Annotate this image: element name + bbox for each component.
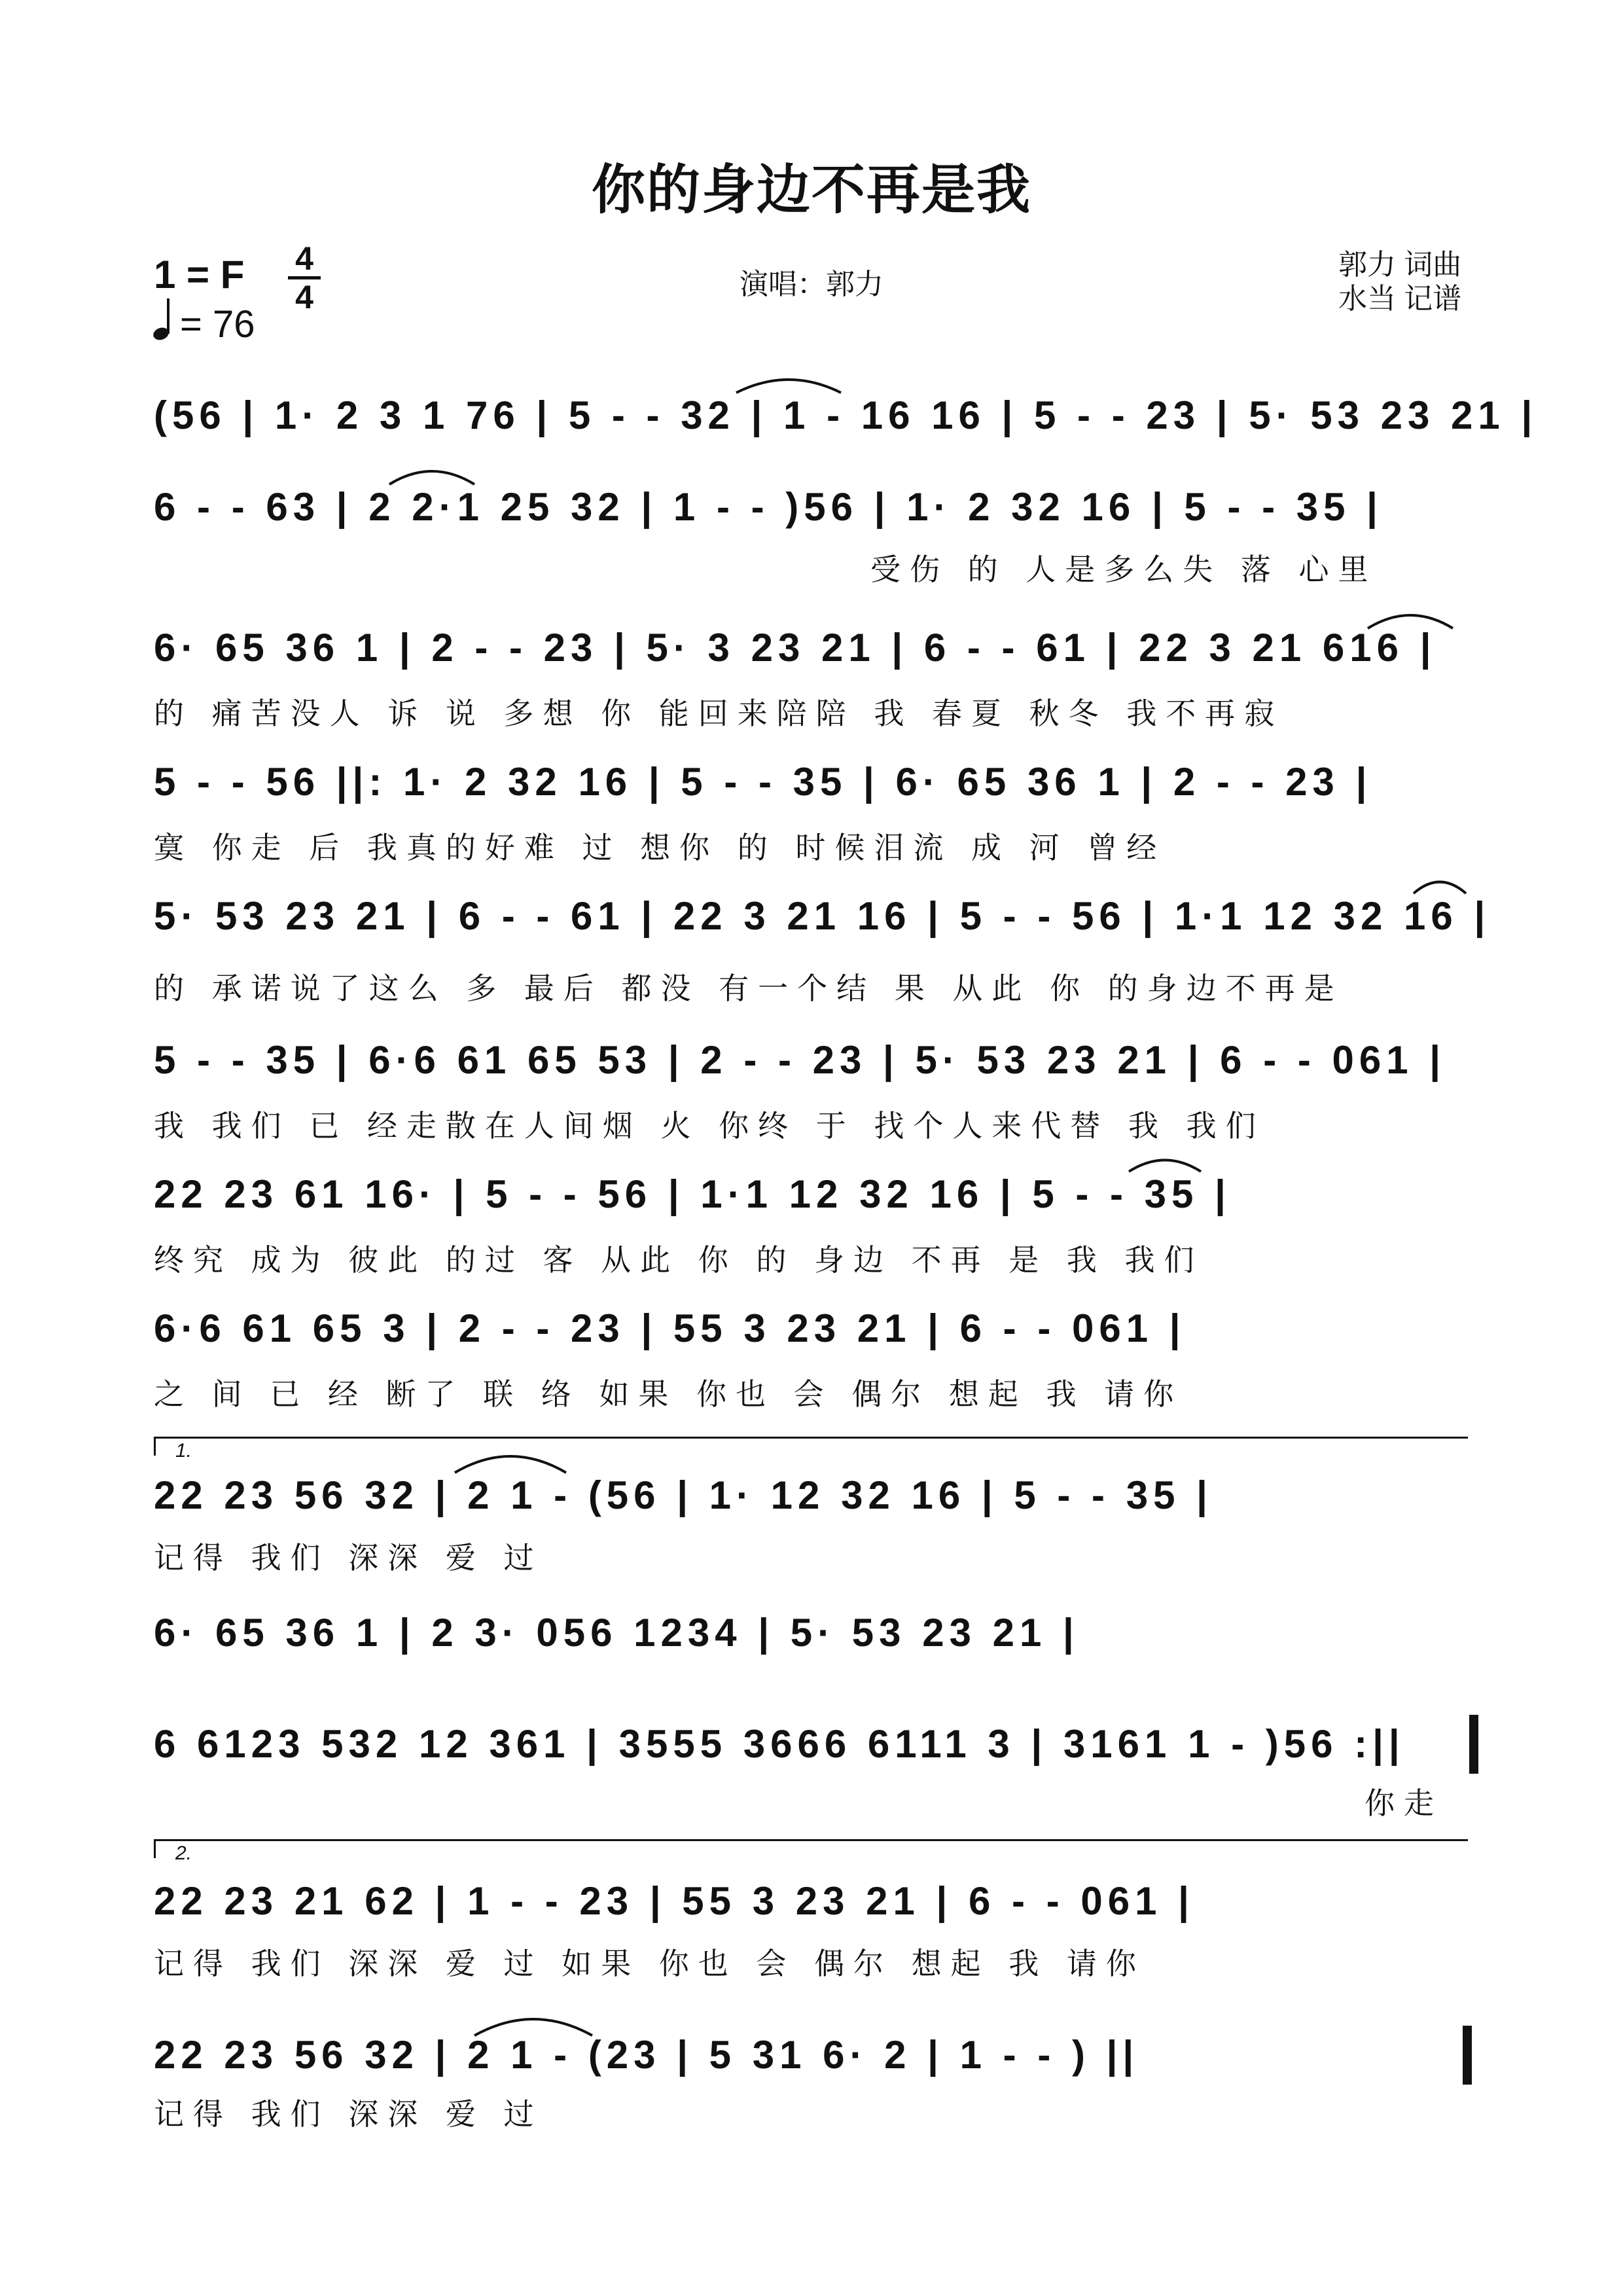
lyric-line: 终究 成为 彼此 的过 客 从此 你 的 身边 不再 是 我 我们 bbox=[154, 1242, 1204, 1278]
music-line: 22 23 21 62 | 1 - - 23 | 55 3 23 21 | 6 - - 061 | bbox=[154, 1879, 1194, 1923]
music-line: (56 | 1· 2 3 1 76 | 5 - - 32 | 1 - 16 16 | 5 - - 23 | 5· 53 23 21 | bbox=[154, 393, 1538, 437]
lyric-line: 记得 我们 深深 爱 过 如果 你也 会 偶尔 想起 我 请你 bbox=[154, 1946, 1145, 1981]
lyric-line: 我 我们 已 经走散在人间烟 火 你终 于 找个人来代替 我 我们 bbox=[154, 1108, 1265, 1143]
lyric-line: 的 痛苦没人 诉 说 多想 你 能回来陪陪 我 春夏 秋冬 我不再寂 bbox=[154, 696, 1284, 731]
time-signature-top: 4 bbox=[295, 240, 313, 277]
key-signature: 1 = F bbox=[154, 253, 245, 296]
lyric-line: 你走 bbox=[1364, 1785, 1443, 1821]
time-signature-bottom: 4 bbox=[295, 279, 313, 315]
slur-mark bbox=[386, 461, 478, 488]
lyric-line: 的 承诺说了这么 多 最后 都没 有一个结 果 从此 你 的身边不再是 bbox=[154, 971, 1344, 1006]
music-line: 6·6 61 65 3 | 2 - - 23 | 55 3 23 21 | 6 - - 061 | bbox=[154, 1306, 1186, 1350]
lyric-line: 记得 我们 深深 爱 过 bbox=[154, 2096, 543, 2132]
volta-bracket-2 bbox=[154, 1839, 1468, 1864]
music-line: 22 23 61 16· | 5 - - 56 | 1·1 12 32 16 | 5 - - 35 | bbox=[154, 1172, 1231, 1216]
volta-label-1: 1. bbox=[175, 1440, 192, 1462]
transcriber-credit: 水当 记谱 bbox=[1338, 283, 1462, 315]
music-line: 6 - - 63 | 2 2·1 25 32 | 1 - - )56 | 1· 2 32 16 | 5 - - 35 | bbox=[154, 485, 1383, 529]
lyric-line: 之 间 已 经 断了 联 络 如果 你也 会 偶尔 想起 我 请你 bbox=[154, 1376, 1183, 1412]
music-line: 6 6123 532 12 361 | 3555 3666 6111 3 | 3161 1 - )56 :|| bbox=[154, 1722, 1405, 1766]
lyric-line: 寞 你走 后 我真的好难 过 想你 的 时候泪流 成 河 曾经 bbox=[154, 830, 1166, 865]
volta-label-2: 2. bbox=[175, 1842, 192, 1864]
slur-mark bbox=[452, 1443, 569, 1476]
tempo-marking: = 76 bbox=[180, 303, 255, 346]
lyric-line: 受伤 的 人是多么失 落 心里 bbox=[870, 552, 1378, 587]
singer-credit: 演唱：郭力 bbox=[740, 268, 883, 300]
music-line: 22 23 56 32 | 2 1 - (23 | 5 31 6· 2 | 1 - - ) || bbox=[154, 2033, 1139, 2077]
song-title: 你的身边不再是我 bbox=[591, 158, 1031, 221]
music-line: 22 23 56 32 | 2 1 - (56 | 1· 12 32 16 | 5 - - 35 | bbox=[154, 1473, 1213, 1517]
music-line: 5· 53 23 21 | 6 - - 61 | 22 3 21 16 | 5 - - 56 | 1·1 12 32 16 | bbox=[154, 894, 1491, 938]
slur-mark bbox=[1364, 605, 1456, 632]
quarter-note-icon bbox=[152, 296, 175, 342]
slur-mark bbox=[471, 2006, 596, 2039]
slur-mark bbox=[1126, 1149, 1204, 1175]
slur-mark bbox=[733, 370, 844, 396]
slur-mark bbox=[1410, 870, 1469, 897]
music-line: 5 - - 35 | 6·6 61 65 53 | 2 - - 23 | 5· 53 23 21 | 6 - - 061 | bbox=[154, 1038, 1446, 1082]
repeat-end-bar bbox=[1469, 1715, 1478, 1774]
lyric-line: 记得 我们 深深 爱 过 bbox=[154, 1540, 543, 1575]
composer-credit: 郭力 词曲 bbox=[1338, 249, 1462, 281]
music-line: 6· 65 36 1 | 2 3· 056 1234 | 5· 53 23 21 | bbox=[154, 1611, 1079, 1655]
music-line: 5 - - 56 ||: 1· 2 32 16 | 5 - - 35 | 6· 65 36 1 | 2 - - 23 | bbox=[154, 760, 1372, 804]
time-signature bbox=[288, 242, 321, 314]
music-line: 6· 65 36 1 | 2 - - 23 | 5· 3 23 21 | 6 - - 61 | 22 3 21 616 | bbox=[154, 626, 1436, 670]
volta-bracket-1 bbox=[154, 1437, 1468, 1462]
final-bar bbox=[1463, 2026, 1472, 2085]
